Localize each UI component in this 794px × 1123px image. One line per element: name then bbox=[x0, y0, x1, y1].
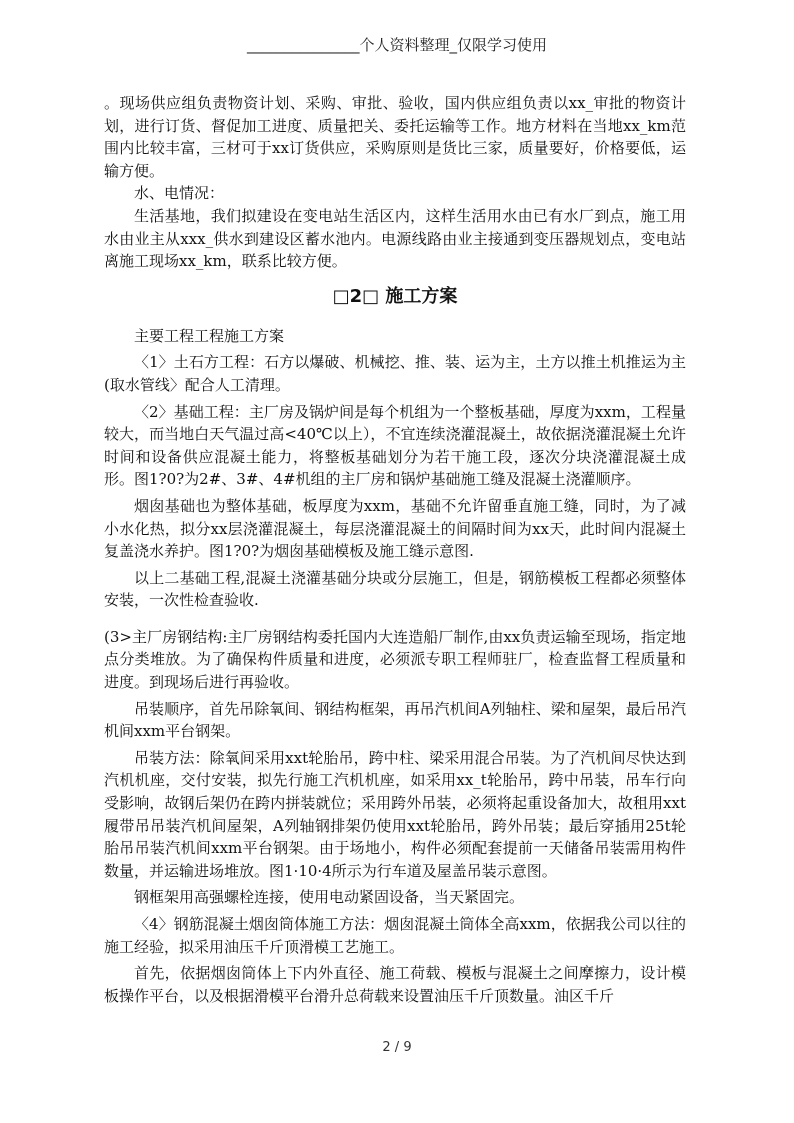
paragraph: 〈2〉基础工程：主厂房及锅炉间是每个机组为一个整板基础，厚度为xxm，工程量较大，而当地白天气温过高<40℃以上），不宜连续浇灌混凝土，故依据浇灌混凝土允许时间和设备供应混凝土能力，将整板基础划分为若干施工段，逐次分块浇灌混凝土成形。图1?0?为2#、3#、4#机组的主厂房和锅炉基础施工缝及混凝土浇灌顺序。 bbox=[104, 402, 686, 489]
paragraph: 主要工程工程施工方案 bbox=[134, 326, 285, 345]
paragraph: 〈4〉钢筋混凝土烟囱筒体施工方法：烟囱混凝土筒体全高xxm，依据我公司以往的施工经验，拟采用油压千斤顶滑模工艺施工。 bbox=[104, 915, 686, 956]
paragraph: 吊装方法：除氧间采用xxt轮胎吊，跨中柱、梁采用混合吊装。为了汽机间尽快达到汽机机座，交付安装，拟先行施工汽机机座，如采用xx_t轮胎吊，跨中吊装，吊车行向受影响，故钢后架仍在跨内拼装就位；采用跨外吊装，必须将起重设备加大，故租用xxt履带吊吊装汽机间屋架，A列轴钢排架仍使用xxt轮胎吊，跨外吊装；最后穿插用25t轮胎吊吊装汽机间xxm平台钢架。由于场地小，构件必须配套提前一天储备吊装需用构件数量，并运输进场堆放。图1·10·4所示为行车道及屋盖吊装示意图。 bbox=[104, 748, 686, 880]
paragraph: 吊装顺序，首先吊除氧间、钢结构框架，再吊汽机间A列轴柱、梁和屋架，最后吊汽机间xxm平台钢架。 bbox=[104, 699, 686, 741]
paragraph: 。现场供应组负责物资计划、采购、审批、验收，国内供应组负责以xx_审批的物资计划，进行订货、督促加工进度、质量把关、委托运输等工作。地方材料在当地xx_km范围内比较丰富，三材可于xx订货供应，采购原则是货比三家，质量要好，价格要低，运输方便。 bbox=[104, 94, 686, 180]
paragraph: 生活基地，我们拟建设在变电站生活区内，这样生活用水由已有水厂到点，施工用水由业主从xxx_供水到建设区蓄水池内。电源线路由业主接通到变压器规划点，变电站离施工现场xx_km，联系比较方便。 bbox=[104, 206, 686, 271]
page-header: _______________个人资料整理_仅限学习使用 bbox=[246, 36, 547, 54]
paragraph: (3>主厂房钢结构:主厂房钢结构委托国内大连造船厂制作,由xx负责运输至现场，指定地点分类堆放。为了确保构件质量和进度，必须派专职工程师驻厂，检查监督工程质量和进度。到现场后进行再验收。 bbox=[104, 627, 686, 692]
section-title: □2□ 施工方案 bbox=[332, 285, 458, 307]
paragraph: 首先，依据烟囱筒体上下内外直径、施工荷载、模板与混凝土之间摩擦力，设计模板操作平台，以及根据滑模平台滑升总荷载来设置油压千斤顶数量。油区千斤 bbox=[104, 964, 686, 1005]
paragraph: 〈1〉土石方工程：石方以爆破、机械挖、推、装、运为主，土方以推土机推运为主(取水管线〉配合人工清理。 bbox=[104, 353, 686, 394]
paragraph: 水、电情况： bbox=[134, 184, 225, 203]
paragraph: 以上二基础工程,混凝土浇灌基础分块或分层施工，但是，钢筋模板工程都必须整体安装，一次性检查验收. bbox=[104, 568, 686, 610]
paragraph: 钢框架用高强螺栓连接，使用电动紧固设备，当天紧固完。 bbox=[134, 888, 525, 907]
page-number: 2 / 9 bbox=[382, 1040, 412, 1055]
document-body bbox=[104, 92, 686, 1007]
paragraph: 烟囱基础也为整体基础，板厚度为xxm，基础不允许留垂直施工缝，同时，为了减小水化热，拟分xx层浇灌混凝土，每层浇灌混凝土的间隔时间为xx天，此时间内混凝土复盖浇水养护。图1?0?为烟囱基础模板及施工缝示意图. bbox=[104, 496, 686, 561]
